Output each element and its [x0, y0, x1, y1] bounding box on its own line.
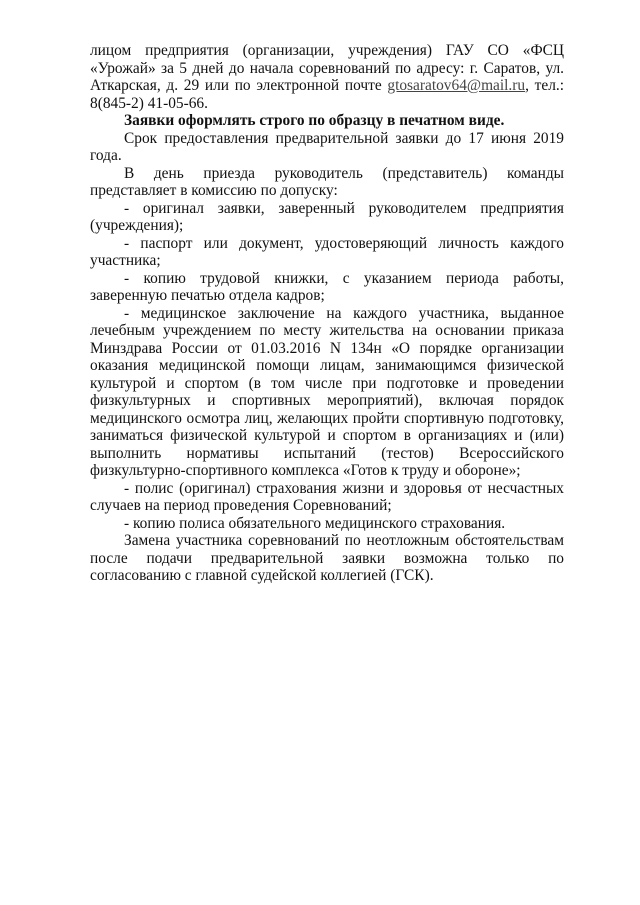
list-item-passport: - паспорт или документ, удостоверяющий личность каждого участника;: [90, 234, 564, 269]
phone-text: , тел.: 8(845-2) 41-05-66.: [90, 77, 565, 112]
paragraph-replacement: Замена участника соревнований по неотложным обстоятельствам после подачи предварительной заявки возможна только по согласованию с главной судейской коллегией (ГСК).: [90, 532, 564, 584]
list-item-medical-certificate: - медицинское заключение на каждого участника, выданное лечебным учреждением по месту жительства на основании приказа Минздрава России от 01.03.2016 N 134н «О порядке организации оказания медицинской помощи лицам, занимающимся физической культурой и спортом (в том числе при подготовке и проведении физкультурных и спортивных мероприятий), включая порядок медицинского осмотра лиц, желающих пройти спортивную подготовку, заниматься физической культурой и спортом в организациях и (или) выполнить нормативы испытаний (тестов) Всероссийского физкультурно-спортивного комплекса «Готов к труду и обороне»;: [90, 304, 564, 479]
list-item-employment-record: - копию трудовой книжки, с указанием периода работы, заверенную печатью отдела кадров;: [90, 269, 564, 304]
email-link[interactable]: gtosaratov64@mail.ru: [387, 77, 526, 94]
list-item-insurance-policy: - полис (оригинал) страхования жизни и здоровья от несчастных случаев на период проведения Соревнований;: [90, 479, 564, 514]
paragraph-print-requirement: Заявки оформлять строго по образцу в печатном виде.: [124, 112, 505, 129]
list-item-application: - оригинал заявки, заверенный руководителем предприятия (учреждения);: [90, 199, 564, 234]
contact-text: лицом предприятия (организации, учреждения) ГАУ СО «ФСЦ «Урожай» за 5 дней до начала соревнований по адресу: г. Саратов, ул. Аткарская, д. 29 или по электронной почте: [90, 42, 564, 94]
list-item-medical-insurance: - копию полиса обязательного медицинского страхования.: [124, 514, 506, 532]
paragraph-arrival-docs: В день приезда руководитель (представитель) команды представляет в комиссию по допуску:: [90, 164, 564, 199]
paragraph-contact: [90, 42, 564, 112]
document-body: [90, 42, 564, 585]
paragraph-deadline: Срок предоставления предварительной заявки до 17 июня 2019 года.: [90, 129, 564, 164]
